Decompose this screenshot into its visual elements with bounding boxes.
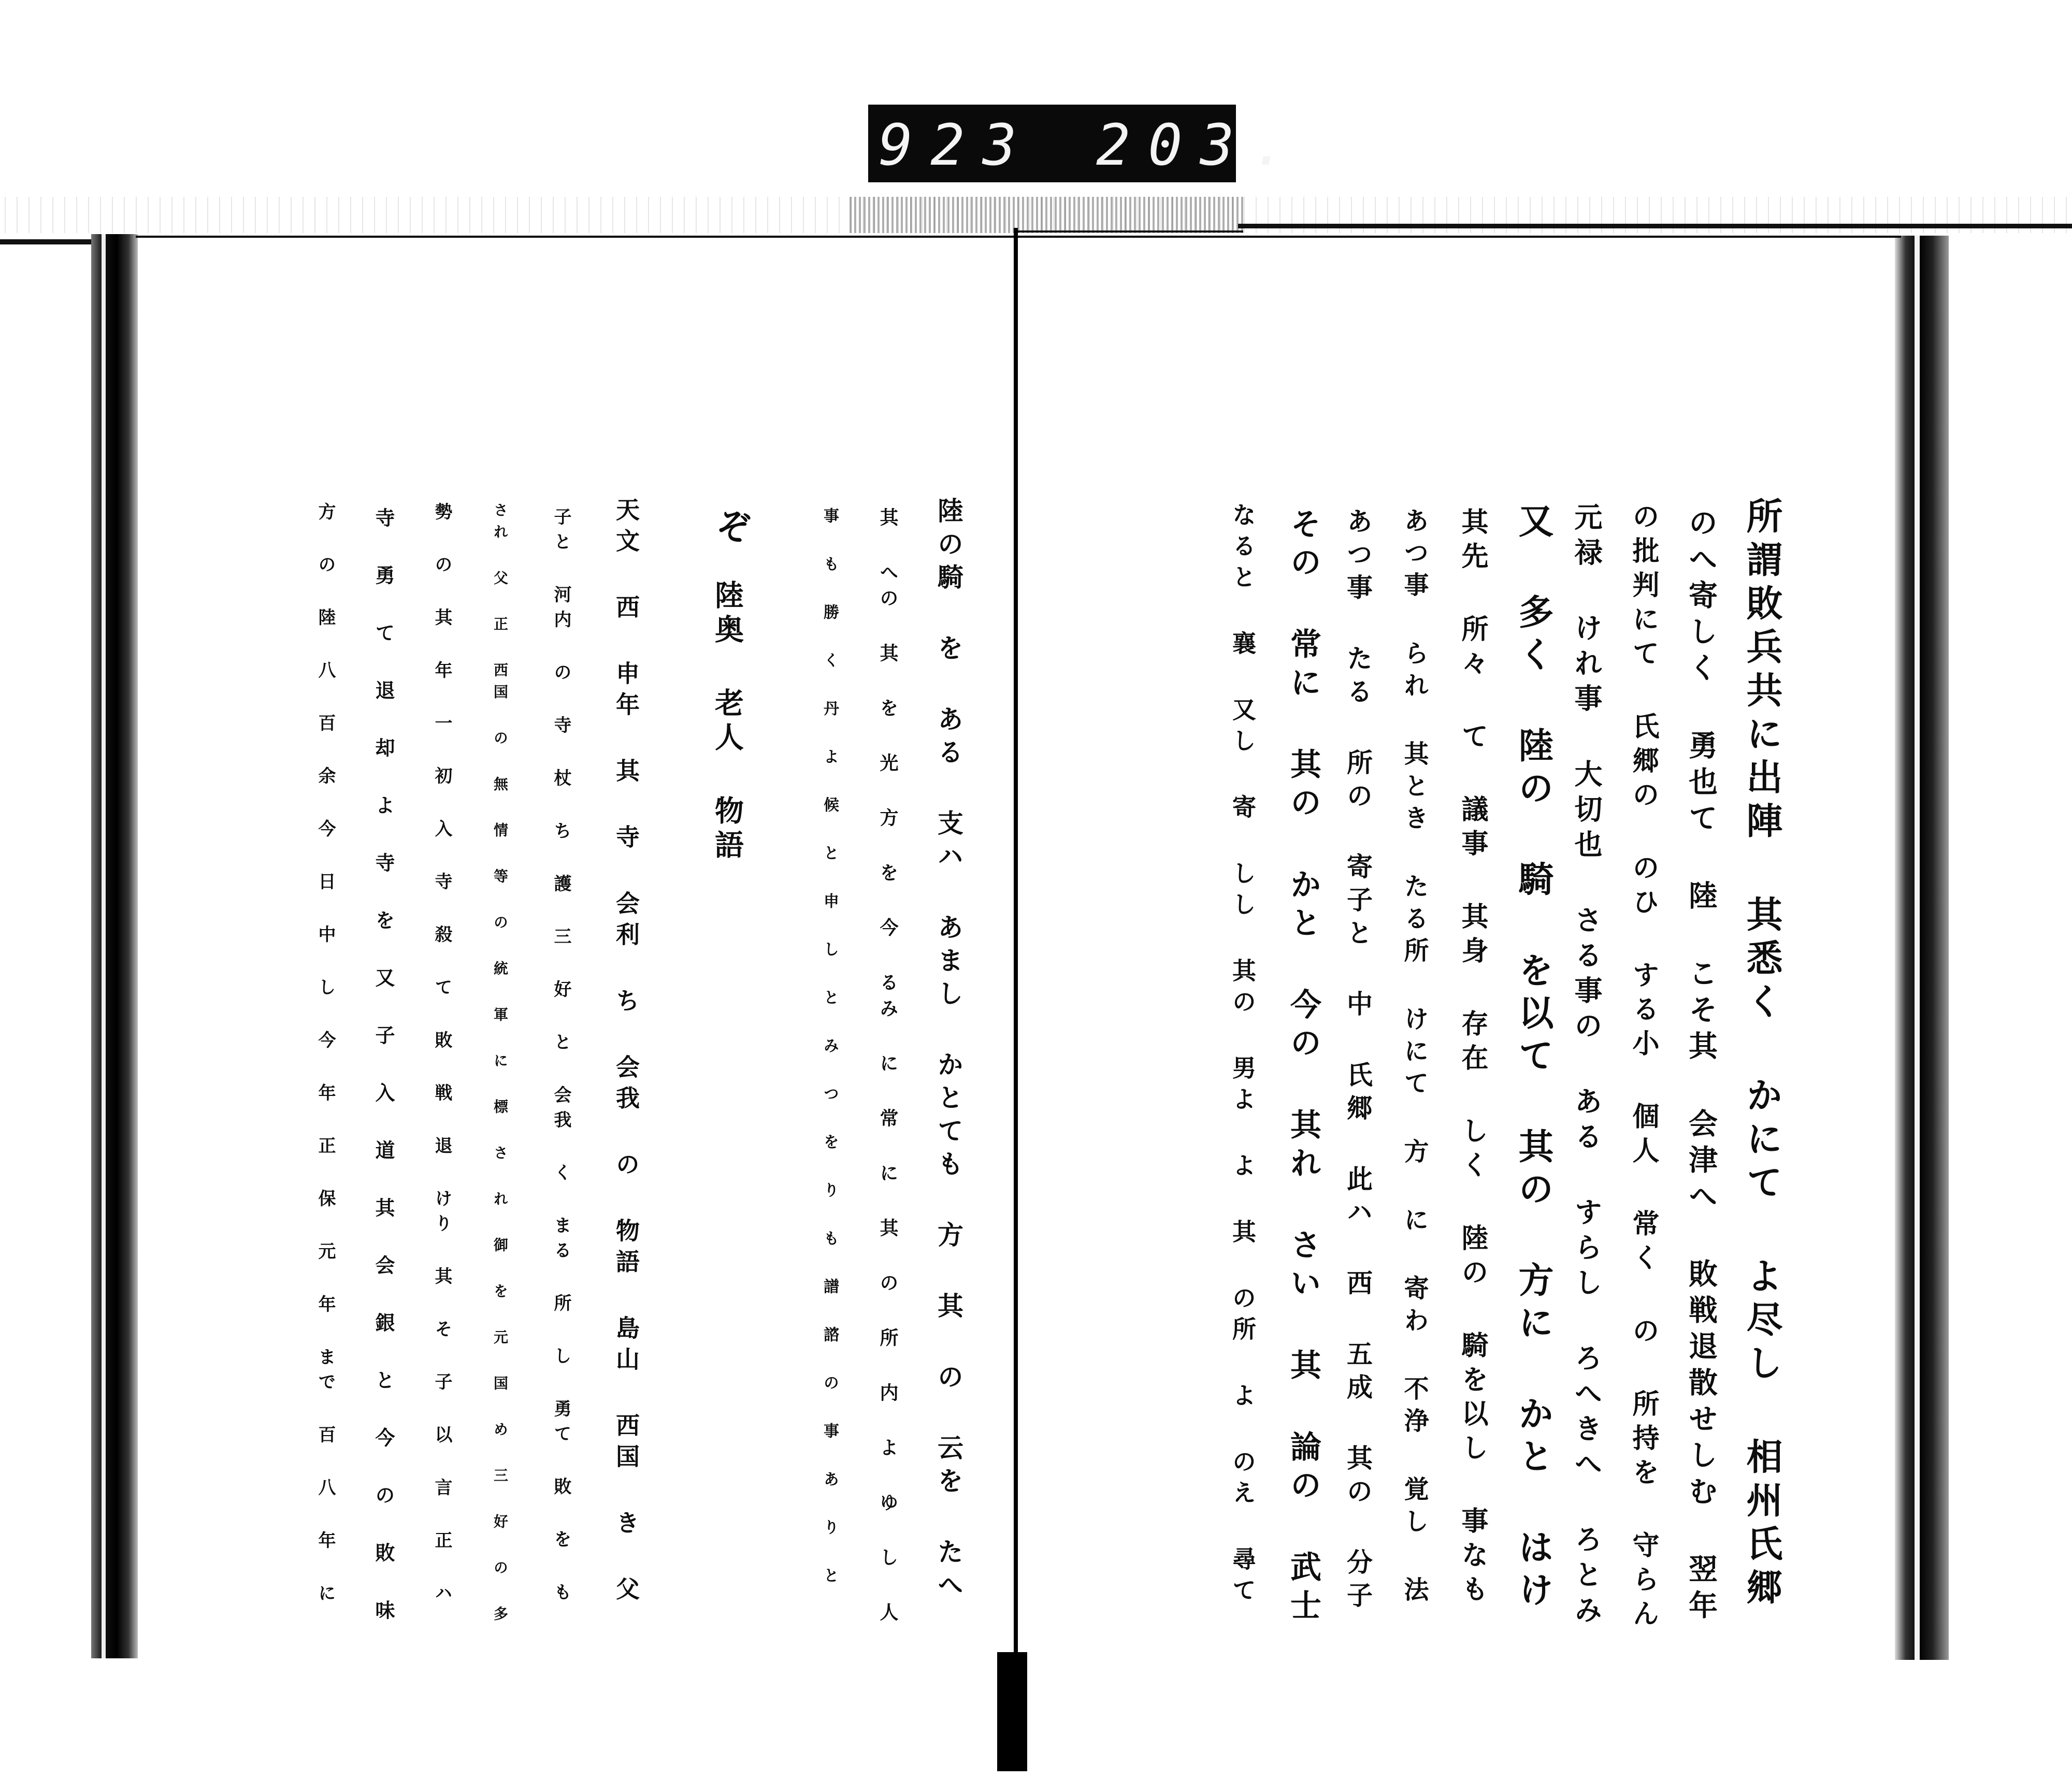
right-col-6: 其先 所々 て 議事 其身 存在 しく 陸の 騎を以し 事なも <box>1457 508 1488 1609</box>
frame-number-left: 923 <box>879 112 1034 178</box>
left-col-5: 天文 西 申年 其 寺 会利 ち 会我 の 物語 島山 西国 き 父 <box>612 497 640 1608</box>
top-rule-right <box>1238 224 2072 228</box>
left-col-7: され 父 正 西国 の 無 情 等 の 統 軍 に 標 さ れ 御 を 元 国 め 三 好 の 多 <box>492 502 509 1628</box>
frame-counter <box>868 105 1304 182</box>
top-rule-middle <box>1015 230 1243 233</box>
left-col-1: 陸の騎 を ある 支ハ あまし かとても 方 其 の 云を たへ <box>933 497 964 1604</box>
right-col-2: のへ寄しく 勇也て 陸 こそ其 会津へ 敗戦退散せしむ 翌年 <box>1684 508 1718 1626</box>
right-col-8: あつ事 たる 所の 寄子と 中 氏郷 此ハ 西 五成 其の 分子 <box>1343 508 1373 1615</box>
right-col-3: の批判にて 氏郷の のひ する小 個人 常く の 所持を 守らん <box>1628 502 1659 1633</box>
right-col-5: 又 多く 陸の 騎 を以て 其の 方に かと はけ <box>1513 502 1554 1614</box>
right-col-1: 所謂敗兵共に出陣 其悉く かにて よ尽し 相州氏郷 <box>1740 497 1783 1612</box>
right-col-7: あつ事 られ 其とき たる所 けにて 方 に 寄わ 不浄 覚し 法 <box>1400 508 1429 1609</box>
book-right-edge <box>1895 236 1949 1660</box>
right-col-4: 元禄 けれ事 大切也 さる事の ある すらし ろへきへ ろとみ <box>1570 502 1603 1630</box>
right-page-top-edge <box>1015 236 1901 238</box>
left-col-9: 寺 勇 て 退 却 よ 寺 を 又 子 入 道 其 会 銀 と 今 の 敗 味 <box>372 508 395 1627</box>
left-col-10: 方 の 陸 八 百 余 今 日 中 し 今 年 正 保 元 年 まで 百 八 年 に <box>315 502 336 1609</box>
book-gutter <box>1014 228 1018 1657</box>
left-signature: 陸奥 老人 物語 <box>710 580 744 864</box>
left-page <box>138 238 1013 1657</box>
frame-number-right: 203. <box>1096 112 1304 178</box>
book-gutter-foot <box>997 1652 1027 1771</box>
left-col-3: 事 も 勝 く 丹 よ 候 と 申 し と み つ を り も 譜 諮 の 事 あ り と <box>821 508 839 1590</box>
right-col-10: なると 襄 又し 寄 しし 其の 男よ よ 其 の所 よ のえ 尋て <box>1229 502 1257 1609</box>
left-col-2: 其 への 其 を 光 方 を 今 るみ に 常 に 其 の 所 内 よ ゆ し 人 <box>877 508 899 1628</box>
left-col-8: 勢 の 其 年 一 初 入 寺 殺 て 敗 戦 退 けり 其 そ 子 以 言 正 ハ <box>431 502 452 1609</box>
right-page <box>1018 238 1894 1657</box>
left-col-4: ぞ <box>710 508 753 551</box>
left-page-top-edge <box>136 236 1016 238</box>
right-col-9: その 常に 其の かと 今の 其れ さい 其 論の 武士 <box>1285 508 1321 1627</box>
scan-noise-dark <box>850 197 1243 233</box>
book-left-edge <box>91 234 138 1658</box>
left-col-6: 子と 河内 の 寺 杖 ち 護 三 好 と 会我 く まる 所 し 勇て 敗 を も <box>551 508 571 1608</box>
